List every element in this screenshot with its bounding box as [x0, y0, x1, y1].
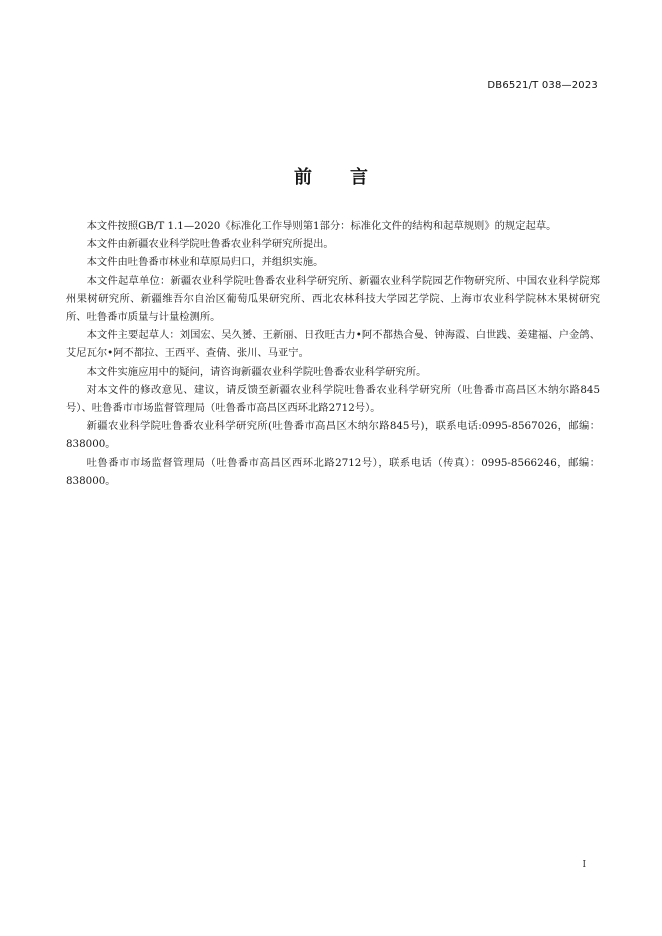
title-char-1: 前 [294, 167, 312, 188]
paragraph-administered-by: 本文件由吐鲁番市林业和草原局归口，并组织实施。 [86, 256, 324, 269]
paragraph-feedback: 对本文件的修改意见、建议，请反馈至新疆农业科学院吐鲁番农业科学研究所（吐鲁番市高昌区木纳尔路845号）、吐鲁番市市场监督管理局（吐鲁番市高昌区西环北路2712号）。 [66, 383, 600, 415]
title-char-2: 言 [350, 167, 368, 188]
foreword-body [66, 217, 600, 490]
paragraph-inquiries: 本文件实施应用中的疑问，请咨询新疆农业科学院吐鲁番农业科学研究所。 [86, 365, 427, 378]
page-number: I [582, 860, 586, 870]
paragraph-drafting-units: 本文件起草单位：新疆农业科学院吐鲁番农业科学研究所、新疆农业科学院园艺作物研究所、中国农业科学院郑州果树研究所、新疆维吾尔自治区葡萄瓜果研究所、西北农林科技大学园艺学院、上海市农业科学院林木果树研究所、吐鲁番市质量与计量检测所。 [66, 274, 600, 324]
paragraph-proposed-by: 本文件由新疆农业科学院吐鲁番农业科学研究所提出。 [86, 238, 334, 251]
page-title [0, 163, 662, 189]
paragraph-main-drafters: 本文件主要起草人：刘国宏、吴久赟、王新丽、日孜旺古力•阿不都热合曼、钟海霞、白世践、姜建福、户金鸽、艾尼瓦尔•阿不都拉、王西平、查倩、张川、马亚宁。 [66, 329, 600, 360]
paragraph-contact-bureau: 吐鲁番市市场监督管理局（吐鲁番市高昌区西环北路2712号），联系电话（传真）：0995-8566246，邮编：838000。 [66, 456, 600, 487]
document-code: DB6521/T 038—2023 [487, 80, 598, 91]
paragraph-drafting-rules: 本文件按照GB/T 1.1—2020《标准化工作导则第1部分：标准化文件的结构和起草规则》的规定起草。 [86, 220, 557, 232]
paragraph-contact-institute: 新疆农业科学院吐鲁番农业科学研究所(吐鲁番市高昌区木纳尔路845号)，联系电话:0995-8567026，邮编：838000。 [66, 420, 600, 451]
